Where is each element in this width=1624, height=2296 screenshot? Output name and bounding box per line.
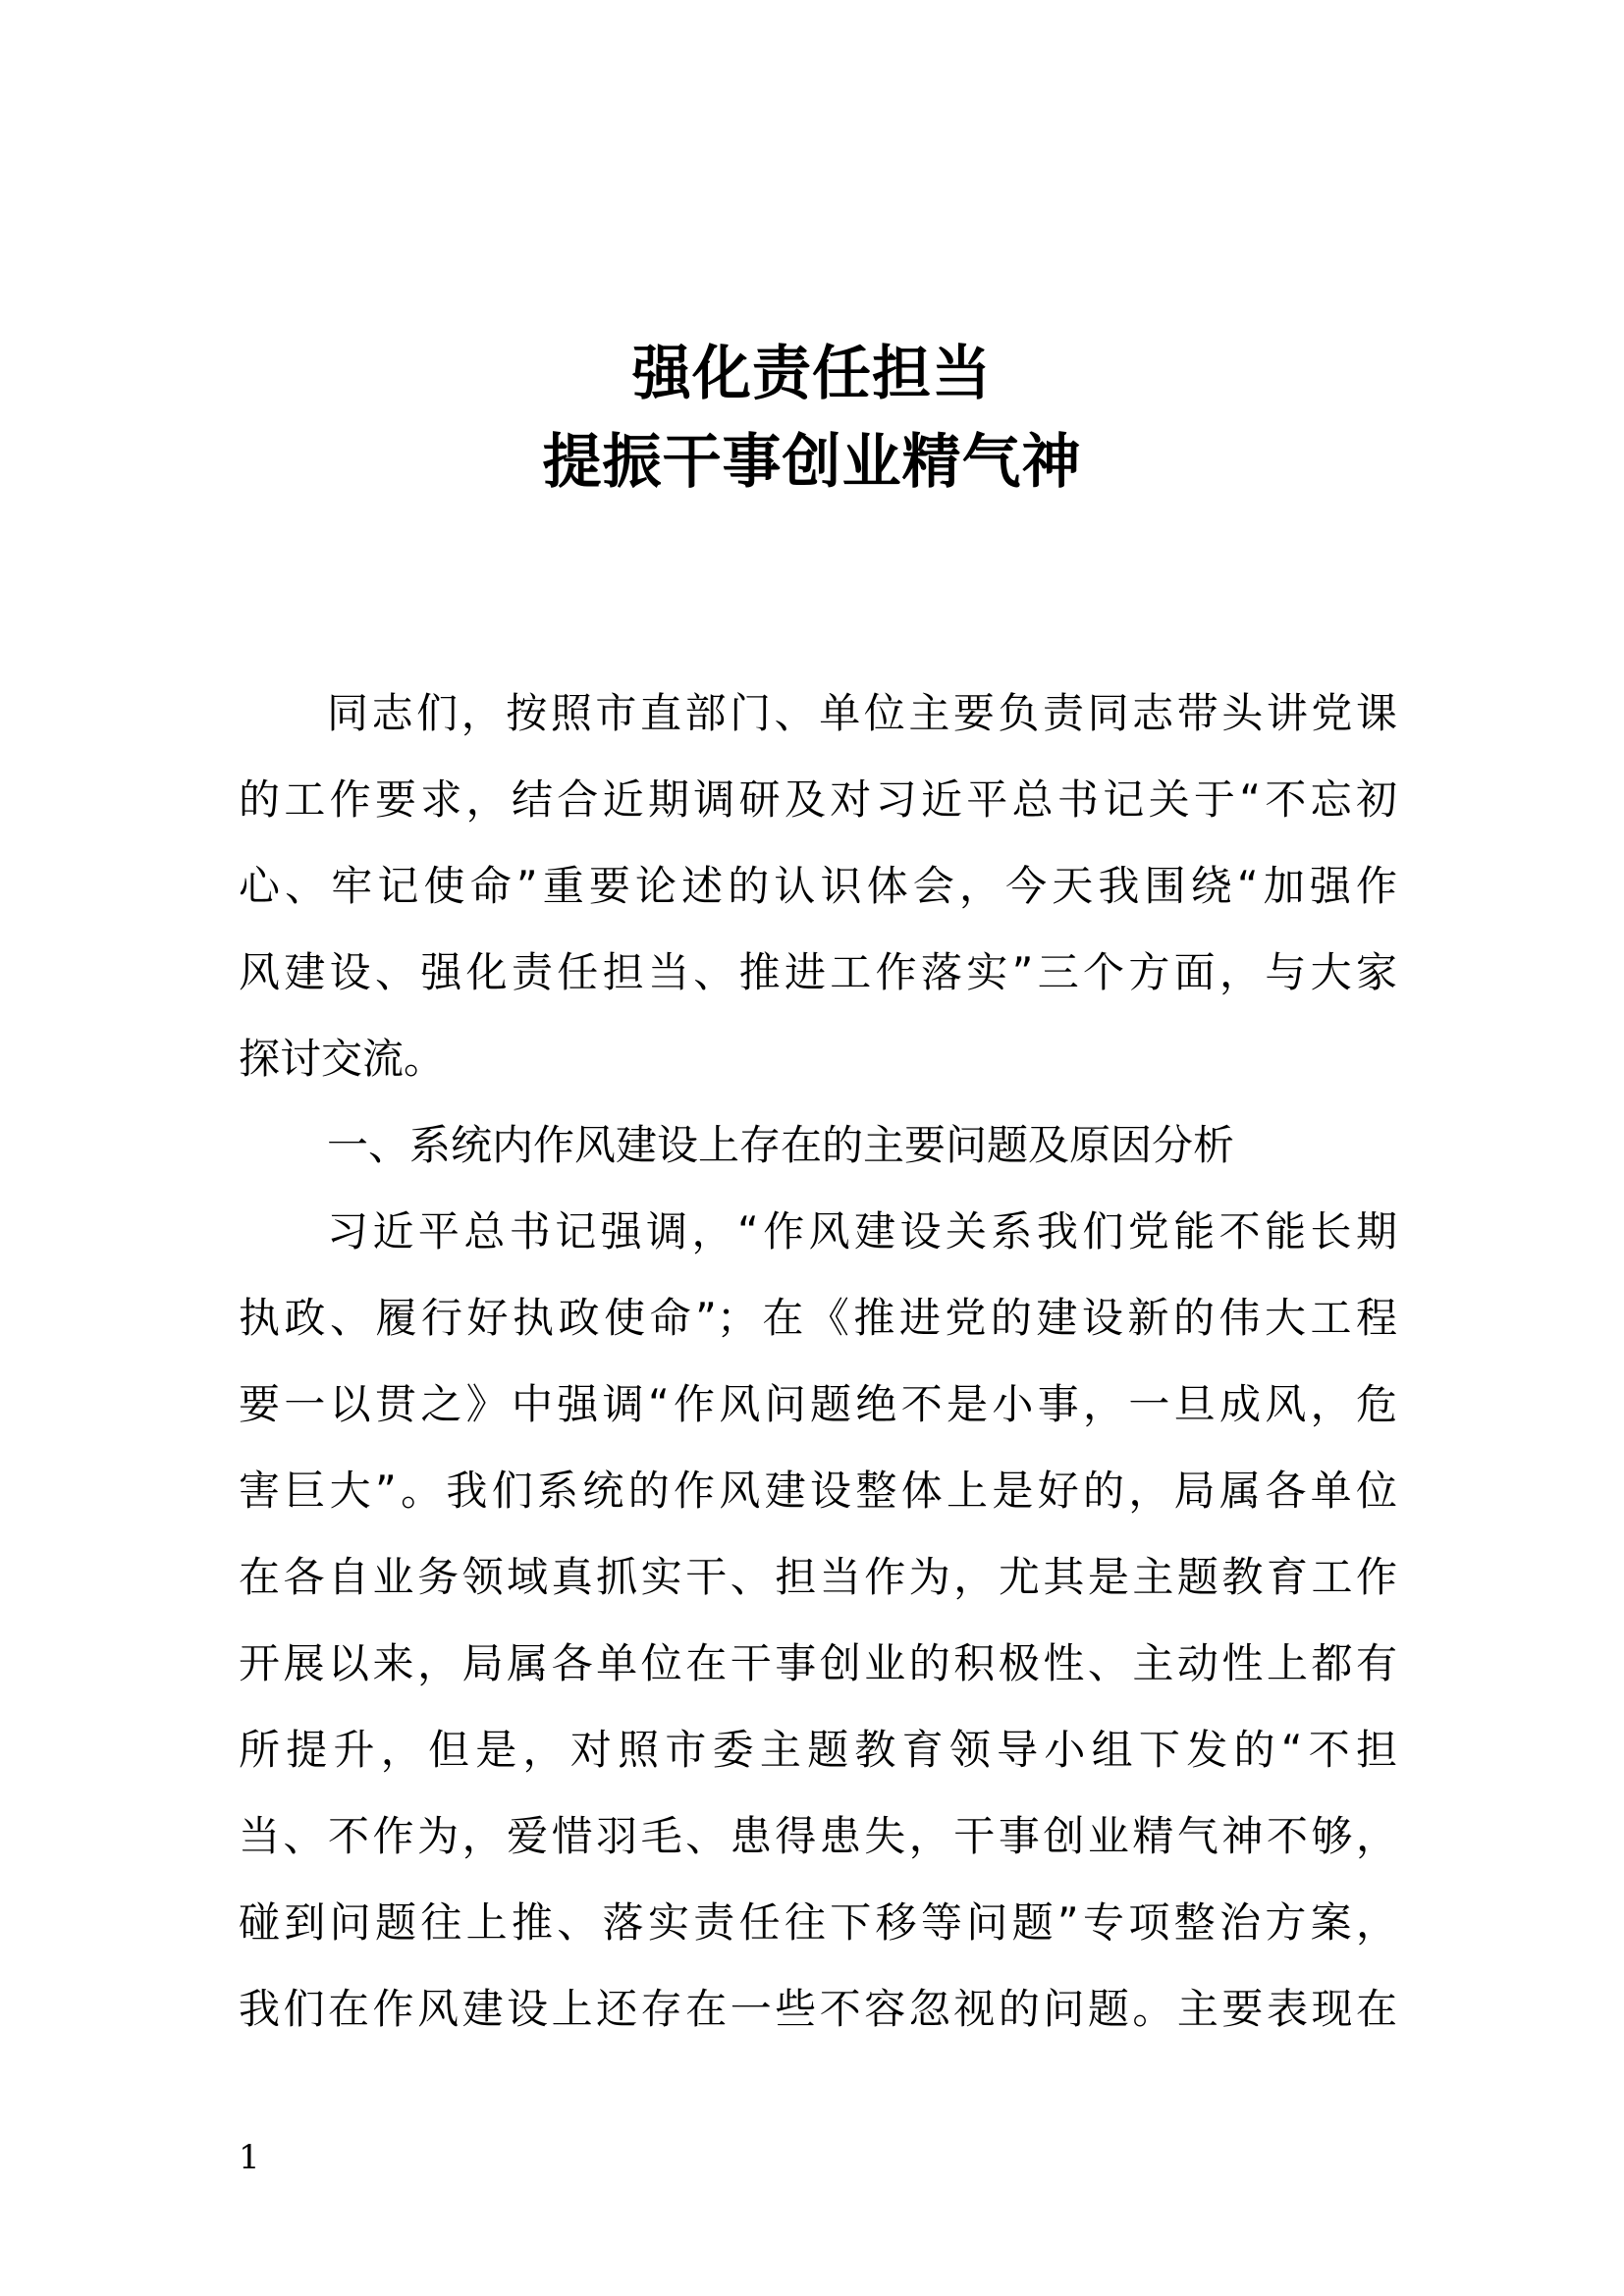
paragraph-1-line-2: 的工作要求，结合近期调研及对习近平总书记关于“不忘初 bbox=[239, 775, 1397, 824]
paragraph-2-line-8: 当、不作为，爱惜羽毛、患得患失，干事创业精气神不够， bbox=[239, 1812, 1397, 1860]
paragraph-1-line-3: 心、牢记使命”重要论述的认识体会，今天我围绕“加强作 bbox=[239, 862, 1397, 910]
paragraph-1-line-1: 同志们，按照市直部门、单位主要负责同志带头讲党课 bbox=[327, 689, 1397, 737]
document-title-line-2: 提振干事创业精气神 bbox=[542, 428, 1082, 497]
paragraph-1-line-5: 探讨交流。 bbox=[239, 1035, 446, 1083]
page-number: 1 bbox=[239, 2138, 260, 2177]
paragraph-2-line-3: 要一以贯之》中强调“作风问题绝不是小事，一旦成风，危 bbox=[239, 1380, 1397, 1428]
section-heading: 一、系统内作风建设上存在的主要问题及原因分析 bbox=[327, 1121, 1235, 1169]
paragraph-2-line-7: 所提升，但是，对照市委主题教育领导小组下发的“不担 bbox=[239, 1726, 1397, 1774]
paragraph-2-line-4: 害巨大”。我们系统的作风建设整体上是好的，局属各单位 bbox=[239, 1467, 1397, 1515]
paragraph-1-line-4: 风建设、强化责任担当、推进工作落实”三个方面，与大家 bbox=[239, 948, 1397, 996]
paragraph-2-line-1: 习近平总书记强调，“作风建设关系我们党能不能长期 bbox=[327, 1207, 1397, 1255]
paragraph-2-line-6: 开展以来，局属各单位在干事创业的积极性、主动性上都有 bbox=[239, 1639, 1397, 1687]
document-title-line-1: 强化责任担当 bbox=[632, 340, 992, 408]
paragraph-2-line-9: 碰到问题往上推、落实责任往下移等问题”专项整治方案， bbox=[239, 1898, 1397, 1947]
paragraph-2-line-5: 在各自业务领域真抓实干、担当作为，尤其是主题教育工作 bbox=[239, 1553, 1397, 1601]
paragraph-2-line-2: 执政、履行好执政使命”；在《推进党的建设新的伟大工程 bbox=[239, 1294, 1397, 1342]
paragraph-2-line-10: 我们在作风建设上还存在一些不容忽视的问题。主要表现在 bbox=[239, 1985, 1397, 2033]
